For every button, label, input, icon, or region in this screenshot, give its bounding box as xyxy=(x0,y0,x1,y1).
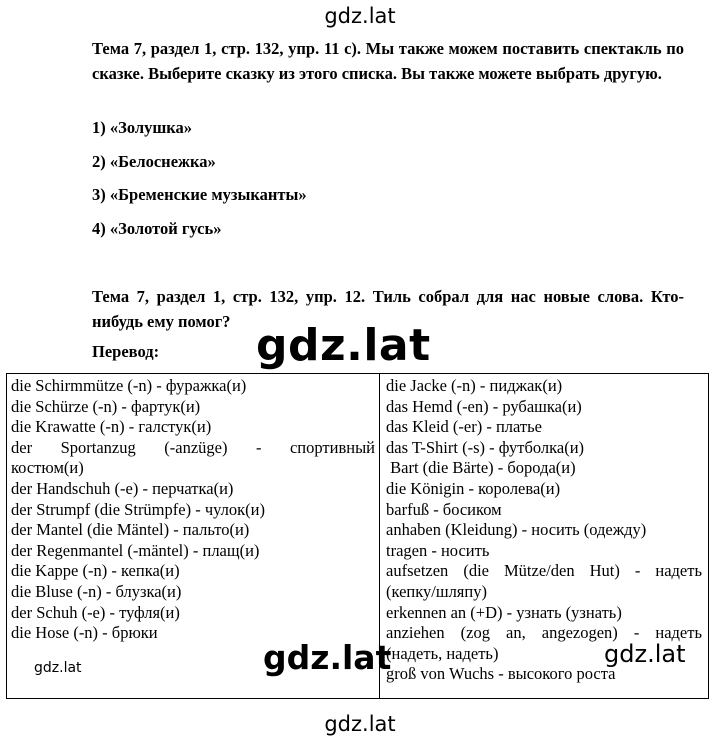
fairy-tale-option: 3) «Бременские музыканты» xyxy=(92,185,307,204)
vocab-entry: die Bluse (-n) - блузка(и) xyxy=(11,581,182,601)
task-11c-text: Тема 7, раздел 1, стр. 132, упр. 11 с). Мы также можем поставить спектакль по сказке. Выберите сказку из этого списка. Вы также можете выбрать другую. xyxy=(92,39,684,83)
vocab-entry: anhaben (Kleidung) - носить (одежду) xyxy=(386,520,647,540)
vocab-entry: der Mantel (die Mäntel) - пальто(и) xyxy=(11,520,250,540)
vocab-entry: die Schirmmütze (-n) - фуражка(и) xyxy=(11,376,247,395)
vocab-entry-continuation: (кепку/шляпу) xyxy=(386,581,487,601)
vocab-entry: die Königin - королева(и) xyxy=(386,478,561,498)
vocab-entry: erkennen an (+D) - узнать (узнать) xyxy=(386,602,622,622)
vocab-entry: anziehen (zog an, angezogen) - надеть xyxy=(386,623,702,643)
vocab-entry: barfuß - босиком xyxy=(386,499,502,519)
vocab-entry: das T-Shirt (-s) - футболка(и) xyxy=(386,437,585,457)
vocab-entry-continuation: костюм(и) xyxy=(11,458,84,478)
task-12-text: Тема 7, раздел 1, стр. 132, упр. 12. Тиль собрал для нас новые слова. Кто-нибудь ему помог? xyxy=(92,287,684,331)
watermark-top: gdz.lat xyxy=(324,4,396,28)
vocab-entry: die Hose (-n) - брюки xyxy=(11,623,158,643)
vocab-entry: das Kleid (-er) - платье xyxy=(386,417,542,437)
vocab-entry: Bart (die Bärte) - борода(и) xyxy=(386,458,576,478)
watermark-small: gdz.lat xyxy=(34,660,82,676)
fairy-tale-option: 2) «Белоснежка» xyxy=(92,152,216,171)
vocab-entry: groß von Wuchs - высокого роста xyxy=(386,664,616,684)
watermark-large: gdz.lat xyxy=(256,320,431,371)
fairy-tale-option: 4) «Золотой гусь» xyxy=(92,219,222,238)
vocab-entry: der Handschuh (-e) - перчатка(и) xyxy=(11,478,234,498)
translation-label: Перевод: xyxy=(92,342,160,361)
vocab-entry: der Strumpf (die Strümpfe) - чулок(и) xyxy=(11,499,265,519)
vocab-entry: die Krawatte (-n) - галстук(и) xyxy=(11,417,212,437)
watermark-bottom: gdz.lat xyxy=(324,712,396,736)
fairy-tale-option: 1) «Золушка» xyxy=(92,118,193,137)
vocab-entry: der Regenmantel (-mäntel) - плащ(и) xyxy=(11,540,260,560)
vocab-entry-continuation: (надеть, надеть) xyxy=(386,643,499,663)
watermark-right: gdz.lat xyxy=(604,640,686,668)
vocab-entry: die Schürze (-n) - фартук(и) xyxy=(11,396,201,416)
vocab-entry: der Schuh (-e) - туфля(и) xyxy=(11,602,180,622)
vocab-entry: das Hemd (-en) - рубашка(и) xyxy=(386,396,582,416)
vocab-entry: tragen - носить xyxy=(386,540,490,560)
vocab-entry: die Jacke (-n) - пиджак(и) xyxy=(386,376,563,395)
vocab-entry: der Sportanzug (-anzüge) - спортивный xyxy=(11,437,375,457)
vocab-entry: die Kappe (-n) - кепка(и) xyxy=(11,561,180,581)
watermark-middle: gdz.lat xyxy=(263,638,392,677)
vocab-entry: aufsetzen (die Mütze/den Hut) - надеть xyxy=(386,561,702,581)
